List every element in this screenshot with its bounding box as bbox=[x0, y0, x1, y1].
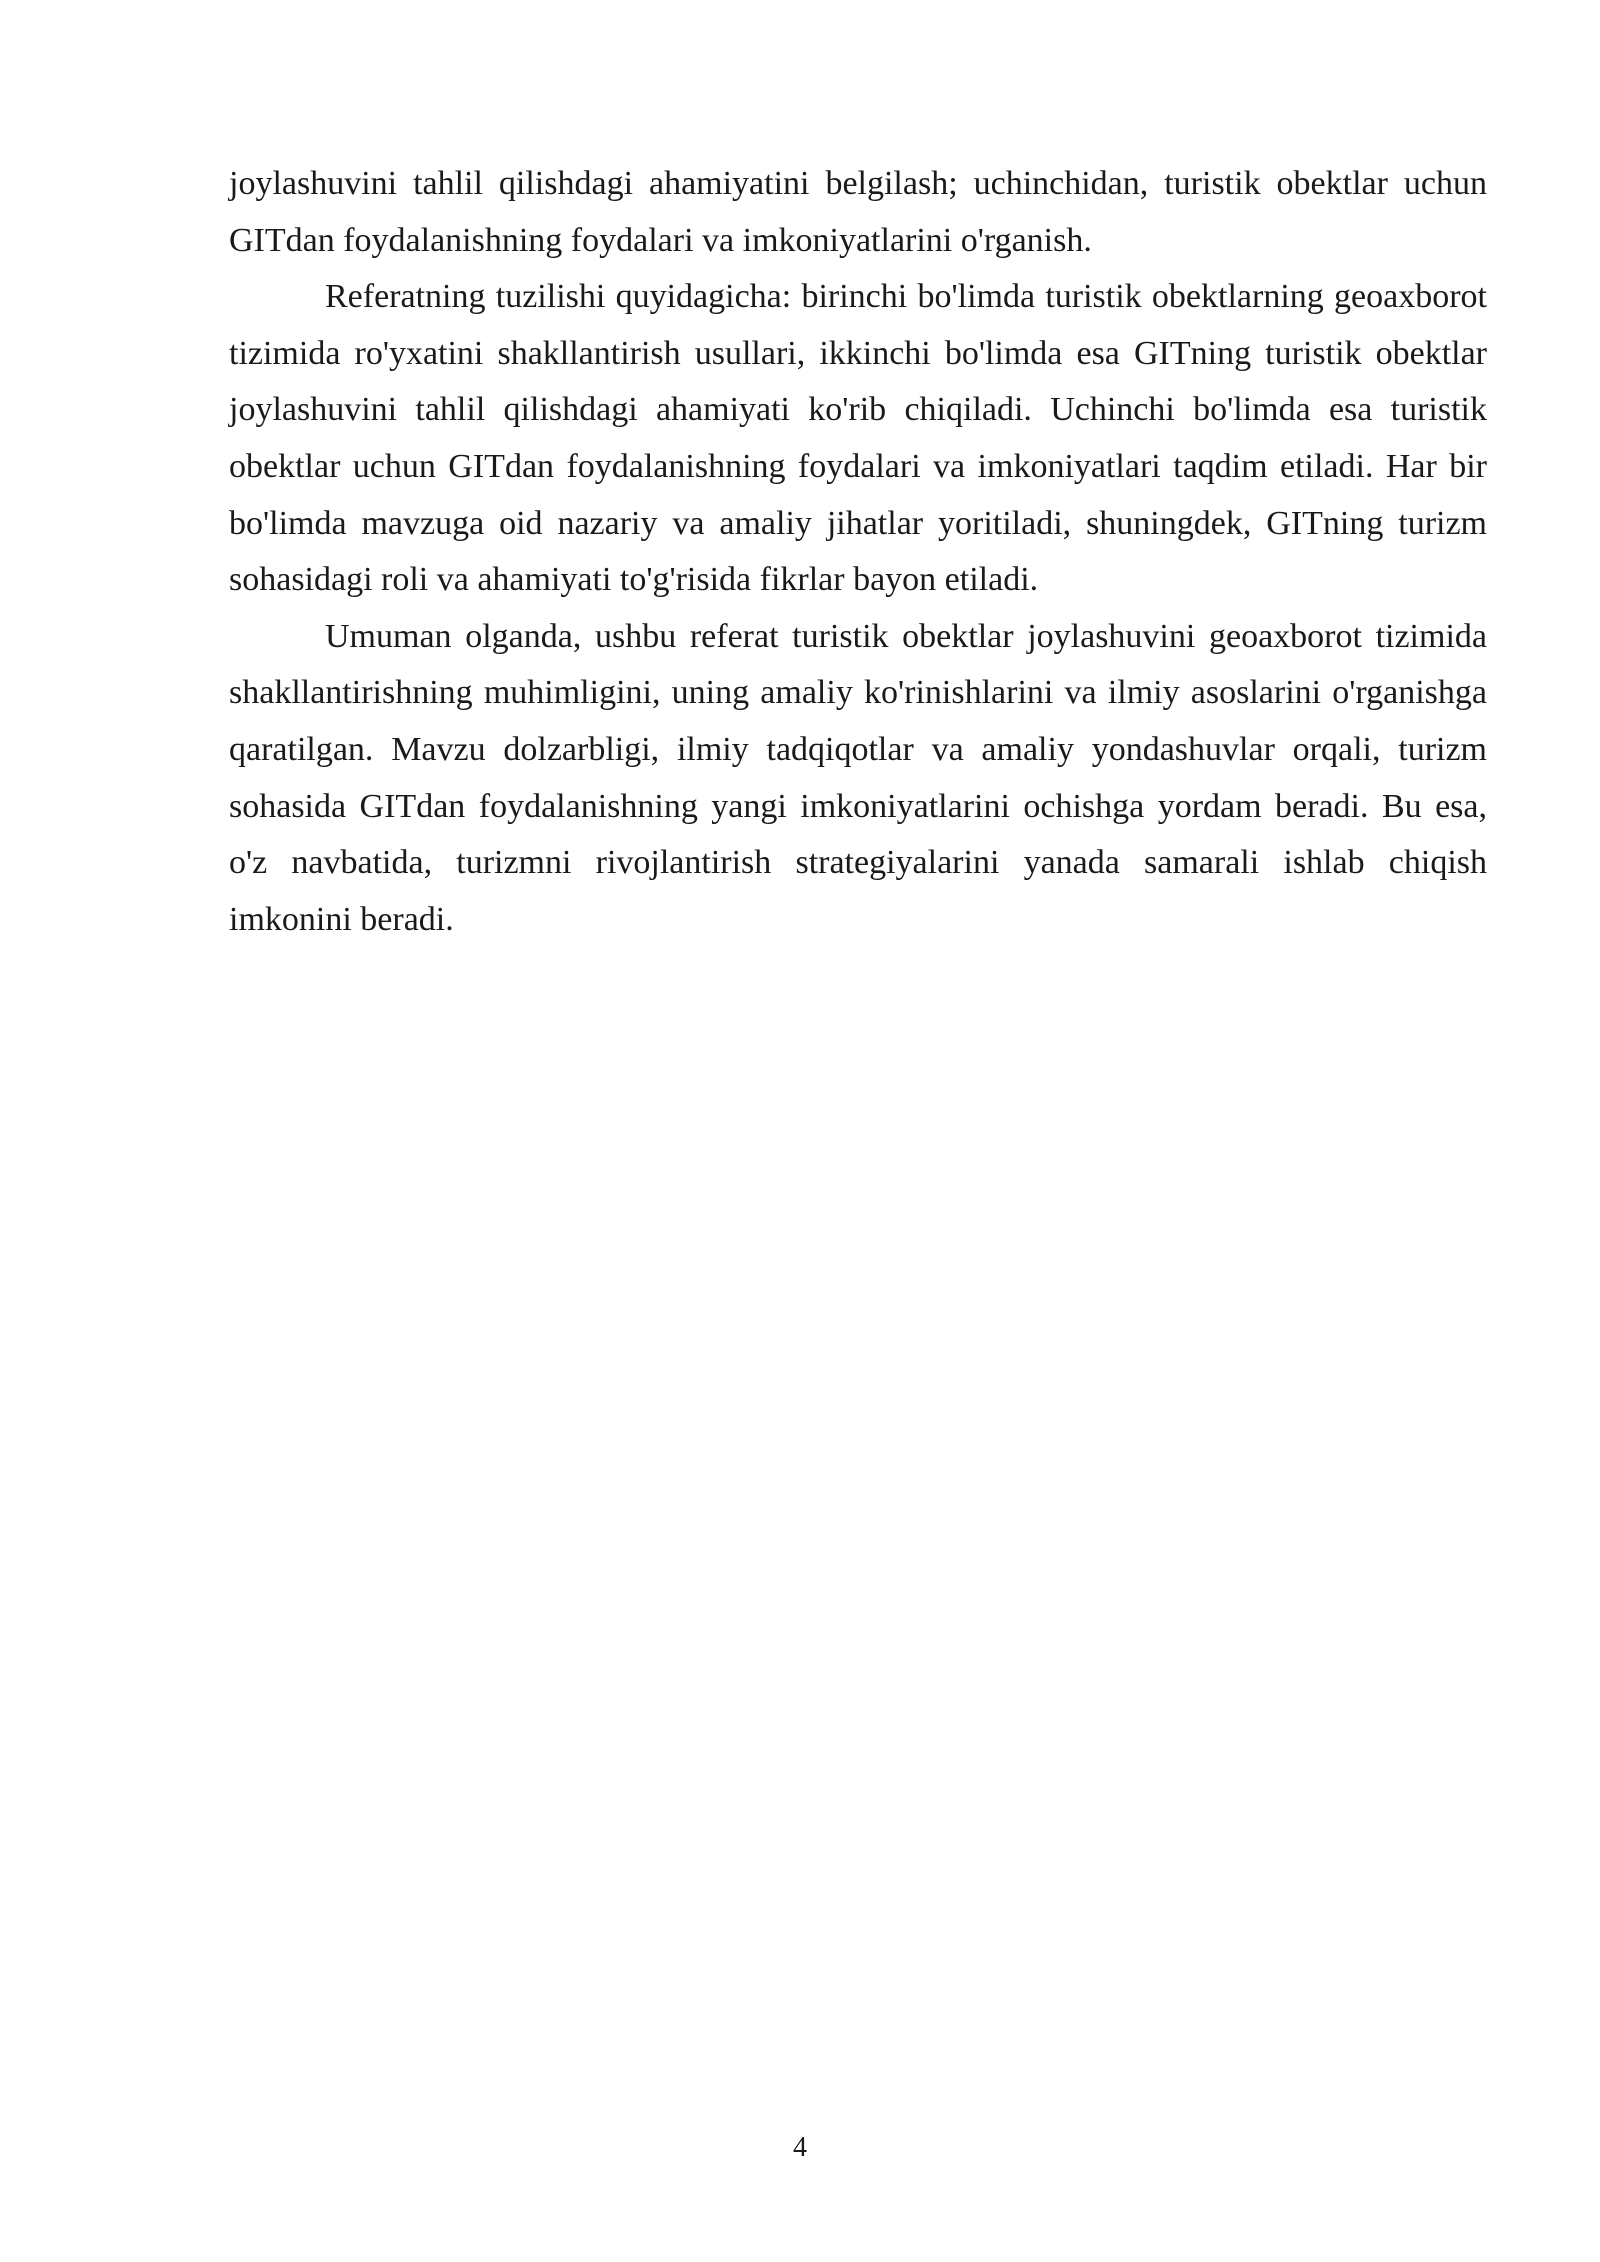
paragraph-conclusion: Umuman olganda, ushbu referat turistik obektlar joylashuvini geoaxborot tizimida shakllantirishning muhimligini, uning amaliy ko'rinishlarini va ilmiy asoslarini o'rganishga qaratilgan. Mavzu dolzarbligi, ilmiy tadqiqotlar va amaliy yondashuvlar orqali, turizm sohasida GITdan foydalanishning yangi imkoniyatlarini ochishga yordam beradi. Bu esa, o'z navbatida, turizmni rivojlantirish strategiyalarini yanada samarali ishlab chiqish imkonini beradi. bbox=[229, 617, 1487, 938]
paragraph-continuation: joylashuvini tahlil qilishdagi ahamiyatini belgilash; uchinchidan, turistik obektlar uchun GITdan foydalanishning foydalari va imkoniyatlarini o'rganish. bbox=[229, 165, 1487, 259]
page-number: 4 bbox=[793, 2132, 807, 2163]
body-text bbox=[229, 156, 1487, 948]
paragraph-structure: Referatning tuzilishi quyidagicha: birinchi bo'limda turistik obektlarning geoaxborot tizimida ro'yxatini shakllantirish usullari, ikkinchi bo'limda esa GITning turistik obektlar joylashuvini tahlil qilishdagi ahamiyati ko'rib chiqiladi. Uchinchi bo'limda esa turistik obektlar uchun GITdan foydalanishning foydalari va imkoniyatlari taqdim etiladi. Har bir bo'limda mavzuga oid nazariy va amaliy jihatlar yoritiladi, shuningdek, GITning turizm sohasidagi roli va ahamiyati to'g'risida fikrlar bayon etiladi. bbox=[229, 278, 1487, 599]
